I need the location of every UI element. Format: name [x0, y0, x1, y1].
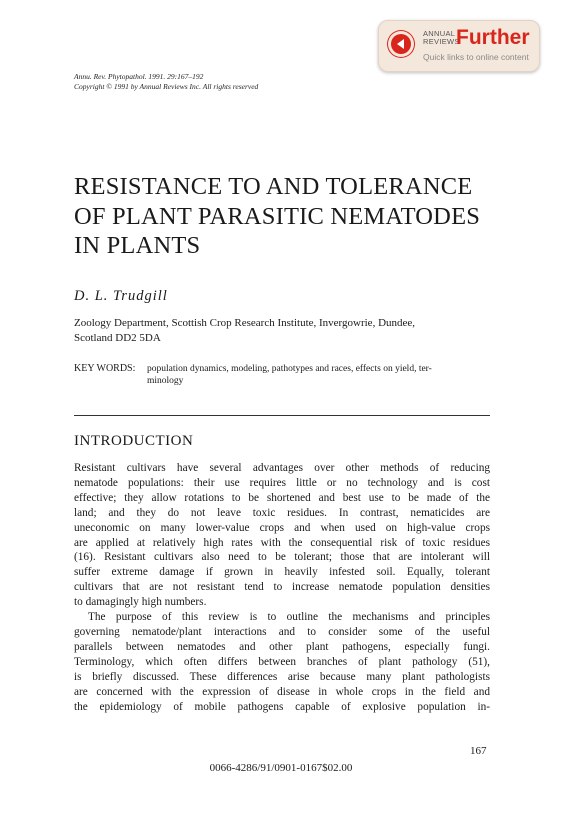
body-line: is briefly discussed. These differences arise because many plant pathologists — [74, 670, 490, 683]
footer-code: 0066-4286/91/0901-0167$02.00 — [209, 762, 353, 774]
body-line: effective; they allow rotations to be shortened and best use to be made of the — [74, 491, 490, 504]
body-line: uneconomic on many lower-value crops and when used on high-value crops — [74, 521, 490, 534]
citation-line-2: Copyright © 1991 by Annual Reviews Inc. All rights reserved — [74, 82, 259, 91]
title-line-3: IN PLANTS — [74, 232, 201, 259]
body-line: governing nematode/plant interactions and to consider some of the useful — [74, 625, 490, 638]
body-line: are applied at relatively high rates with the consequential risk of toxic residues — [74, 536, 490, 549]
page-number: 167 — [470, 745, 487, 757]
article-title — [74, 172, 514, 261]
body-line: are concerned with the expression of disease in whole crops in the field and — [74, 685, 490, 698]
annual-reviews-further-badge[interactable] — [378, 20, 540, 72]
body-line: nematode populations: their use requires little or no technology and is cost — [74, 476, 490, 489]
body-line: (16). Resistant cultivars also need to be tolerant; those that are intolerant will — [74, 551, 490, 564]
title-line-1: RESISTANCE TO AND TOLERANCE — [74, 173, 473, 200]
body-line: Resistant cultivars have several advantages over other methods of reducing — [74, 462, 490, 474]
body-line: cultivars that are not resistant tend to increase nematode population densities — [74, 581, 490, 594]
badge-further-label: Further — [456, 26, 530, 49]
keywords-label: KEY WORDS: — [74, 363, 136, 374]
body-line: land; and they do not leave toxic residues. In contrast, nematicides are — [74, 506, 490, 519]
badge-annual-reviews-label: ANNUAL REVIEWS — [423, 29, 460, 46]
badge-subtitle: Quick links to online content — [423, 52, 529, 62]
title-line-2: OF PLANT PARASITIC NEMATODES — [74, 202, 481, 230]
body-line: Terminology, which often differs between branches of plant pathology (51), — [74, 655, 490, 668]
section-heading-introduction: INTRODUCTION — [74, 433, 194, 449]
introduction-body — [74, 461, 490, 714]
journal-citation — [74, 72, 258, 92]
section-divider — [74, 415, 490, 416]
author-name: D. L. Trudgill — [74, 288, 168, 304]
body-line: the epidemiology of mobile pathogens capable of explosive population in- — [74, 700, 490, 713]
body-line: parallels between nematodes and other plant pathogens, especially fungi. — [74, 640, 490, 653]
body-line: to damagingly high numbers. — [74, 596, 207, 609]
author-affiliation: Zoology Department, Scottish Crop Research Institute, Invergowrie, Dundee, Scotland DD2 5DA — [74, 317, 416, 344]
body-line: suffer extreme damage if grown in heavily infested soil. Equally, tolerant — [74, 566, 490, 579]
body-line: The purpose of this review is to outline the mechanisms and principles — [88, 611, 490, 624]
annual-reviews-logo-icon — [388, 31, 414, 57]
citation-line-1: Annu. Rev. Phytopathol. 1991. 29:167–192 — [74, 72, 204, 81]
keywords-list: population dynamics, modeling, pathotypes and races, effects on yield, ter- minology — [147, 364, 432, 386]
